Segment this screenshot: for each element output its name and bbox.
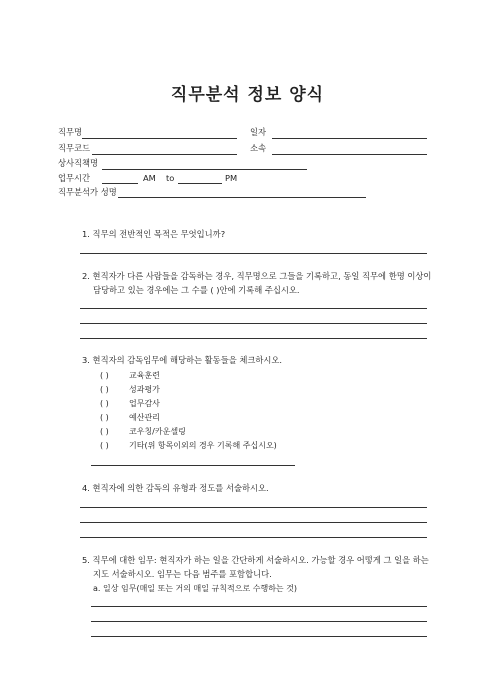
checkbox[interactable]: ( ) [100, 413, 109, 422]
checkbox[interactable]: ( ) [100, 441, 109, 450]
department-field[interactable] [272, 154, 427, 155]
answer-line[interactable] [80, 537, 427, 538]
answer-line[interactable] [91, 636, 427, 637]
answer-line[interactable] [80, 507, 427, 508]
job-title-field[interactable] [82, 138, 237, 139]
job-code-field[interactable] [92, 154, 237, 155]
option-label: 성과평가 [129, 385, 160, 394]
answer-line[interactable] [80, 253, 427, 254]
question-5-line1: 5. 직무에 대한 임무: 현직자가 하는 일을 간단하게 서술하시오. 가능할 경우 어떻게 그 일을 하는 [82, 555, 429, 565]
job-code-label: 직무코드 [58, 143, 91, 153]
option-label: 업무감사 [129, 399, 160, 408]
question-5a: a. 일상 임무(매일 또는 거의 매일 규칙적으로 수행하는 것) [93, 584, 298, 593]
answer-line[interactable] [91, 621, 427, 622]
option-label: 코우칭/카운셀링 [129, 427, 186, 436]
page-title: 직무분석 정보 양식 [170, 85, 325, 105]
checkbox[interactable]: ( ) [100, 399, 109, 408]
work-hours-label: 업무시간 [58, 173, 91, 183]
option-label: 기타(위 항목이외의 경우 기록해 주십시오) [129, 441, 277, 450]
option-label: 교육훈련 [129, 371, 160, 380]
supervisor-field[interactable] [102, 169, 307, 170]
pm-label: PM [225, 173, 238, 183]
date-label: 일자 [250, 127, 267, 137]
checkbox[interactable]: ( ) [100, 427, 109, 436]
answer-line[interactable] [80, 308, 427, 309]
answer-line[interactable] [80, 522, 427, 523]
question-2-line2: 담당하고 있는 경우에는 그 수를 ( )안에 기록해 주십시오. [93, 285, 300, 295]
question-1: 1. 직무의 전반적인 목적은 무엇입니까? [82, 229, 226, 239]
option-label: 예산관리 [129, 413, 160, 422]
supervisor-label: 상사직책명 [58, 158, 99, 168]
department-label: 소속 [250, 143, 267, 153]
answer-line[interactable] [80, 323, 427, 324]
work-hours-start-field[interactable] [102, 183, 138, 184]
question-5-line2: 지도 서술하시오. 임무는 다음 범주를 포함합니다. [93, 569, 272, 579]
analyst-field[interactable] [118, 197, 366, 198]
am-label: AM [143, 173, 156, 183]
checkbox[interactable]: ( ) [100, 385, 109, 394]
analyst-label: 직무분석가 성명 [58, 187, 117, 197]
question-2-line1: 2. 현직자가 다른 사람들을 감독하는 경우, 직무명으로 그들을 기록하고, 동일 직무에 한명 이상이 [82, 271, 432, 281]
work-hours-end-field[interactable] [178, 183, 222, 184]
other-answer-line[interactable] [91, 465, 295, 466]
date-field[interactable] [272, 138, 427, 139]
answer-line[interactable] [91, 606, 427, 607]
checkbox[interactable]: ( ) [100, 371, 109, 380]
job-title-label: 직무명 [58, 127, 83, 137]
question-3: 3. 현직자의 감독임무에 해당하는 활동들을 체크하시오. [82, 355, 283, 365]
question-4: 4. 현직자에 의한 감독의 유형과 정도를 서술하시오. [82, 483, 269, 493]
to-label: to [166, 173, 175, 183]
answer-line[interactable] [80, 338, 427, 339]
